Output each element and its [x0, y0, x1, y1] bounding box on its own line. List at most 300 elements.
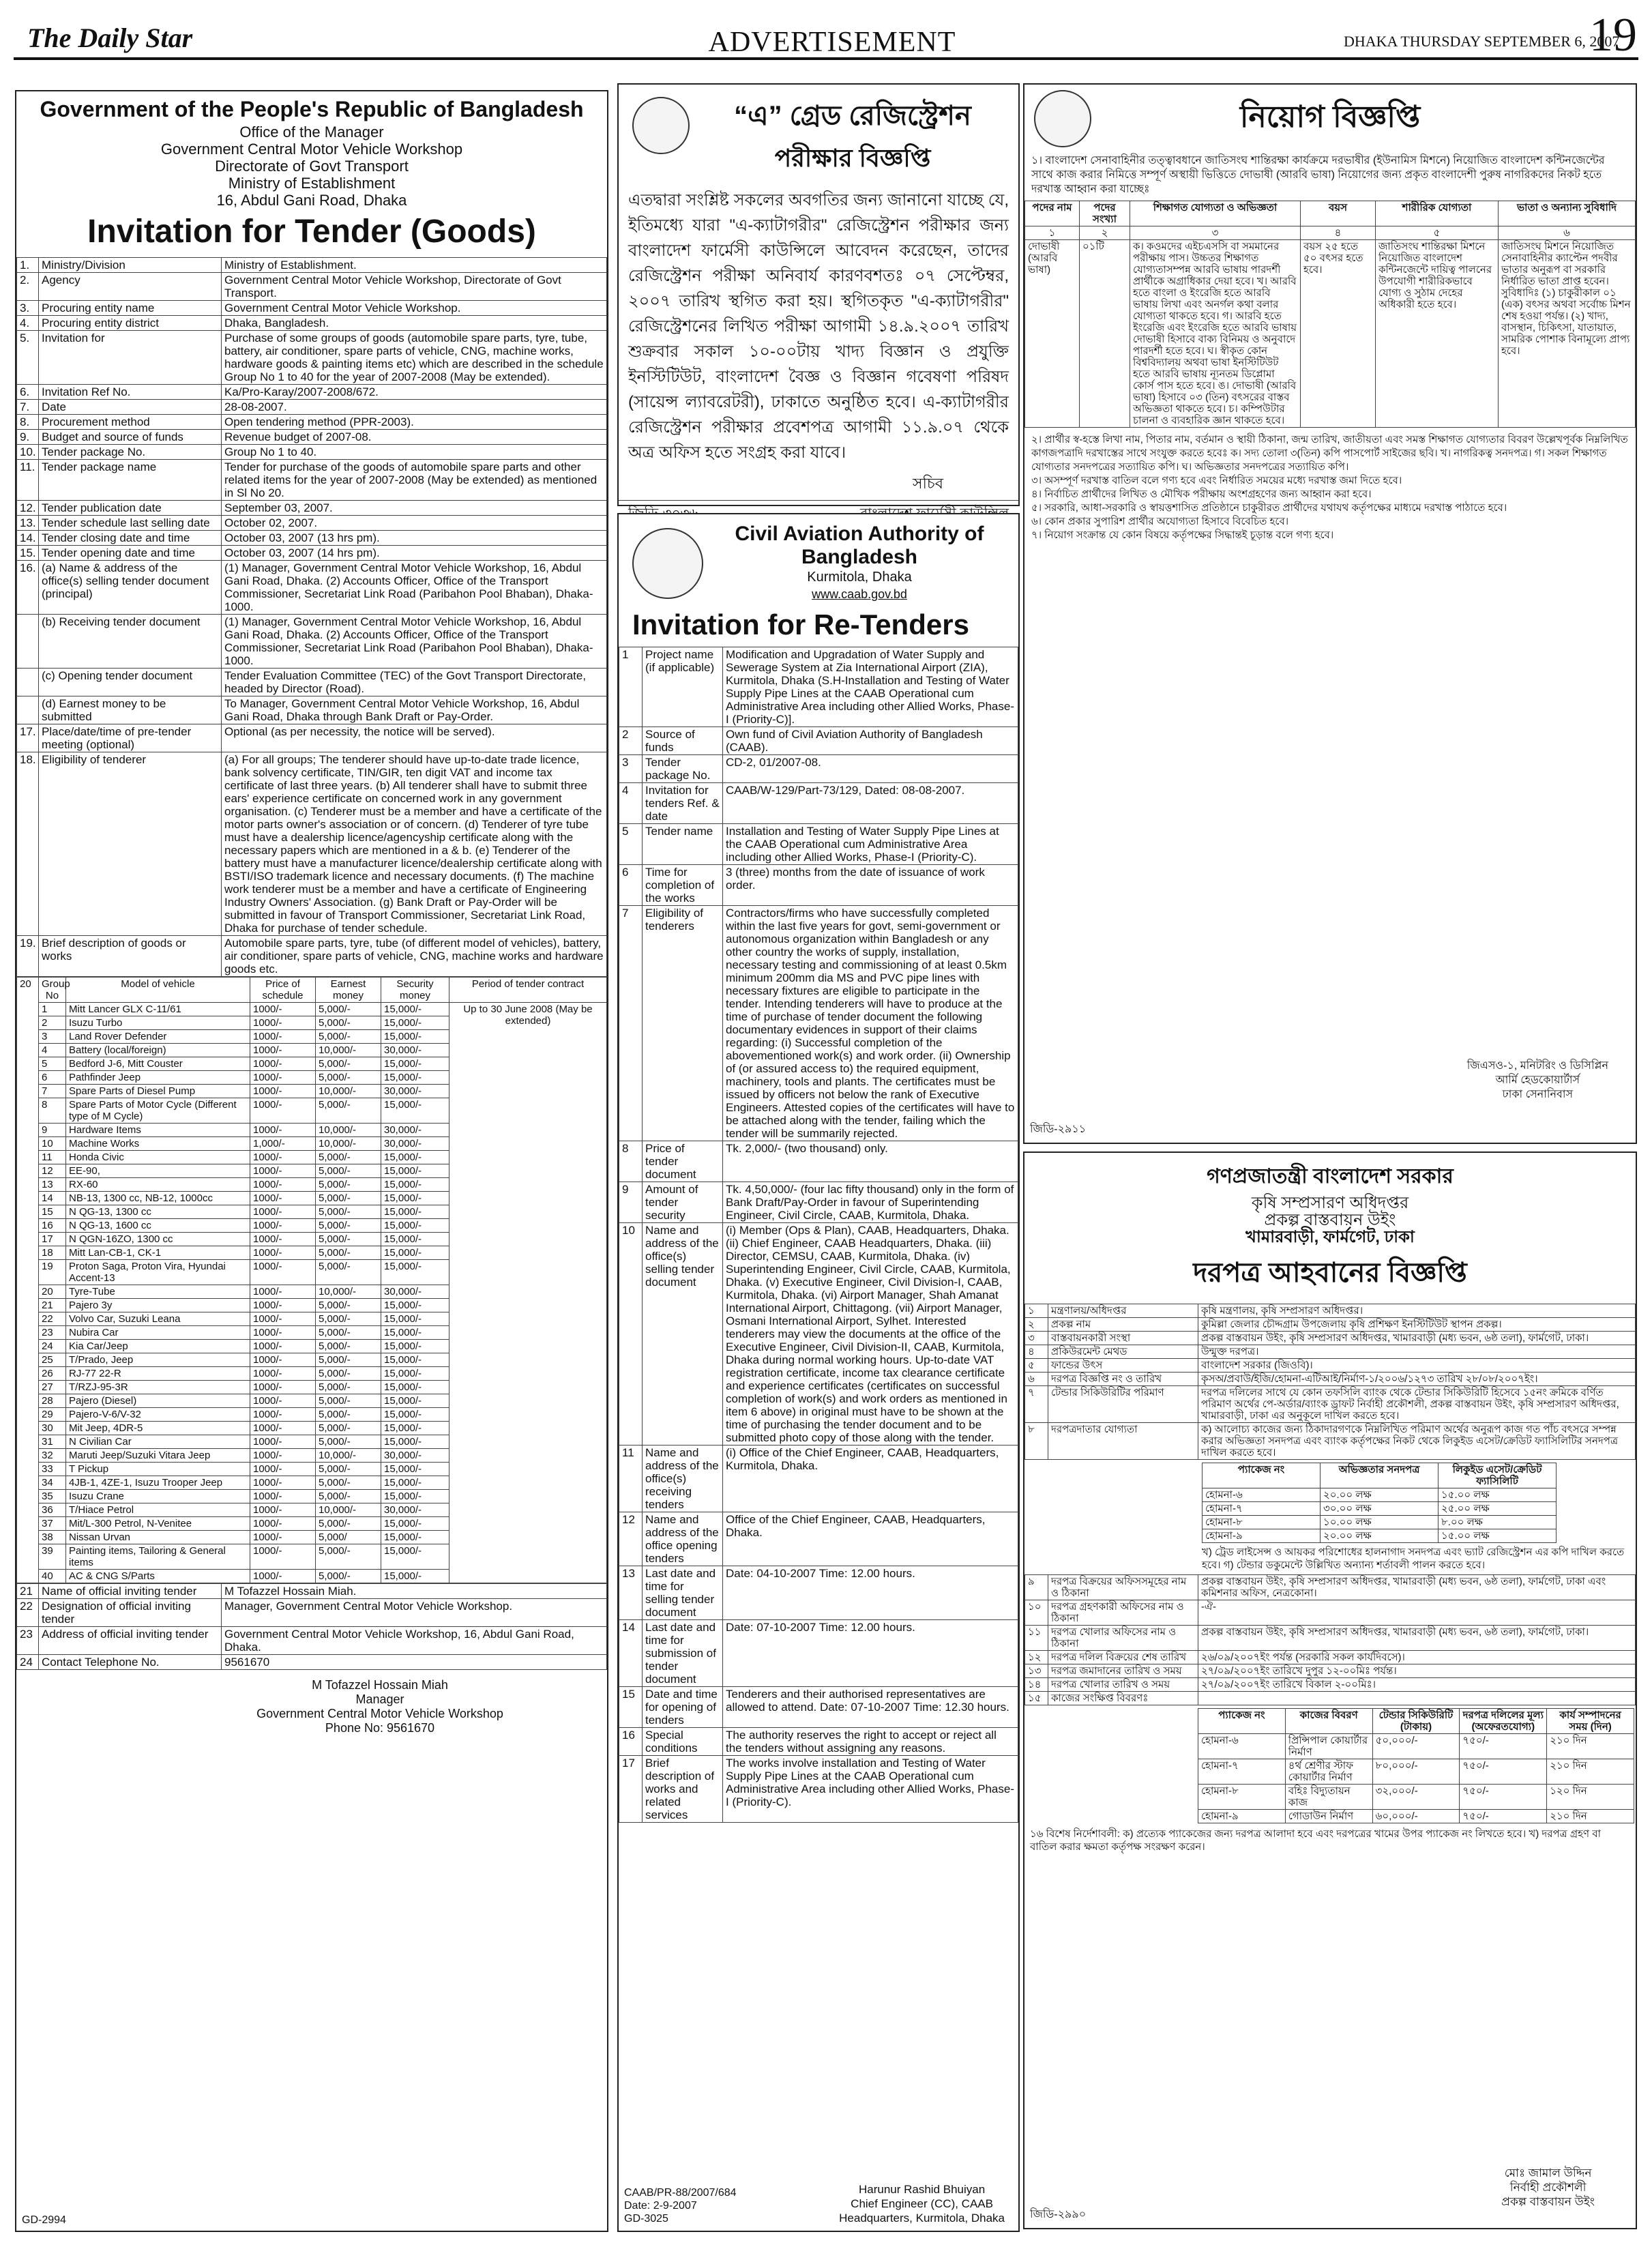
table-cell: 5,000/-: [316, 1435, 381, 1449]
table-cell: 30,000/-: [381, 1044, 449, 1057]
row-label: দরপত্র বিক্রয়ের অফিসসমূহের নাম ও ঠিকানা: [1048, 1575, 1198, 1600]
table-row: [619, 647, 1018, 727]
row-number: 8: [619, 1141, 643, 1182]
table-cell: 1000/-: [250, 1340, 316, 1353]
row-number: 12: [619, 1512, 643, 1566]
row-number: 17: [619, 1756, 643, 1823]
row-number: 14: [619, 1620, 643, 1687]
caab-website[interactable]: www.caab.gov.bd: [812, 587, 907, 601]
row-value: কুমিল্লা জেলার চৌদ্দগ্রাম উপজেলায় কৃষি প্রশিক্ষণ ইনস্টিটিউট স্থাপন প্রকল্প।: [1198, 1318, 1636, 1332]
table-row: [17, 1003, 607, 1016]
row-value: Tk. 4,50,000/- (four lac fifty thousand) only in the form of Bank Draft/Pay-Order in favour of Superintending Engineer, Civil Circle, CAAB, Kurmitola, Dhaka.: [723, 1182, 1018, 1223]
row-label: Date: [39, 400, 222, 415]
row-number: 19.: [17, 936, 39, 977]
table-cell: 5,000/-: [316, 1381, 381, 1394]
row-value: 28-08-2007.: [222, 400, 607, 415]
row-label: Designation of official inviting tender: [39, 1599, 222, 1627]
table-cell: 1000/-: [250, 1205, 316, 1219]
table-cell: 13: [39, 1178, 66, 1192]
table-cell: 3: [39, 1030, 66, 1044]
row-number: 18.: [17, 752, 39, 936]
gd-code: GD-2994: [22, 2214, 66, 2226]
header-cell: পদের সংখ্যা: [1080, 201, 1130, 226]
table-cell: ০১টি: [1080, 240, 1130, 428]
row-number: 22: [17, 1599, 39, 1627]
row-value: উন্মুক্ত দরপত্র।: [1198, 1345, 1636, 1359]
recruitment-notes: [1024, 428, 1636, 548]
table-cell: 22: [39, 1312, 66, 1326]
row-label: (a) Name & address of the office(s) selling tender document (principal): [39, 561, 222, 615]
recruitment-intro: ১। বাংলাদেশ সেনাবাহিনীর তত্ত্বাবধানে জাতিসংঘ শান্তিরক্ষা কার্যক্রমে দরভাষীর (ইউনামিস মিশনে) নিয়োজিত বাংলাদেশ কন্টিনজেন্টের সাথে কাজ করার নিমিত্তে সম্পূর্ণ অস্থায়ী ভিত্তিতে দোভাষী (আরবি ভাষা) নিয়োগের জন্য প্রকৃত বাংলাদেশী পুরুষ নাগরিকদের নিকট হতে দরখাস্ত আহ্বান করা যাচ্ছেঃ: [1031, 155, 1605, 195]
table-cell: Painting items, Tailoring & General items: [66, 1544, 250, 1570]
row-label: দরপত্র গ্রহণকারী অফিসের নাম ও ঠিকানা: [1048, 1600, 1198, 1626]
row-label: Tender name: [643, 824, 723, 865]
table-cell: 15,000/-: [381, 1381, 449, 1394]
table-cell: Nissan Urvan: [66, 1531, 250, 1544]
row-value: (1) Manager, Government Central Motor Vehicle Workshop, 16, Abdul Gani Road, Dhaka. (2) Accounts Officer, Office of the Transport Commissioner, Secretariat Link Road (Paribahon Pool Bhaban), Dhaka-1000.: [222, 615, 607, 669]
table-row: [1198, 1734, 1634, 1759]
table-cell: 6: [39, 1071, 66, 1085]
table-cell: বহিঃ বিদ্যুতায়ন কাজ: [1285, 1785, 1372, 1810]
table-cell: Honda Civic: [66, 1151, 250, 1164]
row-number: 14.: [17, 531, 39, 546]
row-value: Tender for purchase of the goods of automobile spare parts and other related items for the year of 2007-2008 (May be extended) as mentioned in Sl No 20.: [222, 460, 607, 501]
row-value: Ka/Pro-Karay/2007-2008/672.: [222, 385, 607, 400]
table-row: [1025, 1692, 1636, 1705]
dae-info-table-2: [1024, 1574, 1636, 1705]
table-cell: 32: [39, 1449, 66, 1463]
table-cell: 15,000/-: [381, 1164, 449, 1178]
table-cell: 1000/-: [250, 1544, 316, 1570]
row-value: Tender Evaluation Committee (TEC) of the Govt Transport Directorate, headed by Director (Road).: [222, 669, 607, 696]
table-row: [17, 669, 607, 696]
row-label: Procuring entity name: [39, 301, 222, 316]
row-value: কৃসঅ/প্রবাউ/ইজি/হোমনা-এটিআই/নির্মাণ-১/২০০৬/১২৭৩ তারিখ ২৮/০৮/২০০৭ইং।: [1198, 1373, 1636, 1386]
table-cell: N QG-13, 1300 cc: [66, 1205, 250, 1219]
text-line: Manager: [355, 1692, 404, 1706]
row-label: (b) Receiving tender document: [39, 615, 222, 669]
table-row: [17, 501, 607, 516]
table-cell: ১৫.০০ লক্ষ: [1439, 1488, 1557, 1502]
table-cell: 16: [39, 1219, 66, 1233]
row-number: 12.: [17, 501, 39, 516]
table-cell: Land Rover Defender: [66, 1030, 250, 1044]
table-row: [17, 430, 607, 445]
table-cell: ৩২,০০০/-: [1372, 1785, 1460, 1810]
table-row: [17, 331, 607, 385]
row-number: 20: [17, 978, 39, 1583]
table-cell: হোমনা-৯: [1198, 1810, 1286, 1823]
row-number: 15: [619, 1687, 643, 1728]
table-cell: 5,000/-: [316, 1057, 381, 1071]
row-value: বাংলাদেশ সরকার (জিওবি)।: [1198, 1359, 1636, 1373]
table-cell: 1000/-: [250, 1098, 316, 1124]
table-row: [1025, 1651, 1636, 1664]
table-row: [1025, 1318, 1636, 1332]
table-cell: 31: [39, 1435, 66, 1449]
table-row: [17, 724, 607, 752]
row-label: Amount of tender security: [643, 1182, 723, 1223]
table-cell: 30,000/-: [381, 1085, 449, 1098]
row-value: প্রকল্প বাস্তবায়ন উইং, কৃষি সম্প্রসারণ অধিদপ্তর, খামারবাড়ী (মধ্য ভবন, ৬ষ্ঠ তলা), ফার্মগেট, ঢাকা।: [1198, 1626, 1636, 1651]
table-cell: হোমনা-৬: [1198, 1734, 1286, 1759]
row-number: ৫: [1025, 1359, 1048, 1373]
row-label: Address of official inviting tender: [39, 1627, 222, 1655]
table-cell: 10: [39, 1137, 66, 1151]
table-cell: হোমনা-৭: [1198, 1759, 1286, 1785]
table-cell: ৭৫০/-: [1460, 1810, 1547, 1823]
row-number: ১৩: [1025, 1664, 1048, 1678]
table-cell: ১২০ দিন: [1547, 1785, 1634, 1810]
table-cell: RJ-77 22-R: [66, 1367, 250, 1381]
row-number: [17, 696, 39, 724]
table-row: [17, 301, 607, 316]
masthead: [14, 9, 1638, 61]
text-line: জিএসও-১, মনিটরিং ও ডিসিপ্লিন: [1466, 1060, 1608, 1072]
row-label: Tender closing date and time: [39, 531, 222, 546]
table-cell: 10,000/-: [316, 1449, 381, 1463]
table-cell: 10,000/-: [316, 1137, 381, 1151]
table-cell: 30: [39, 1422, 66, 1435]
row-value: Revenue budget of 2007-08.: [222, 430, 607, 445]
table-cell: ক। কওমদের এইচএসসি বা সমমানের পরীক্ষায় পাস। উচ্চতর শিক্ষাগত যোগ্যতাসম্পন্ন আরবি ভাষায় পারদর্শী প্রার্থীকে অগ্রাধিকার দেয়া হবে। খ। আরবি হতে বাংলা ও ইংরেজি হতে আরবি ভাষায় লিখা এবং অনর্গল কথা বলার যোগ্যতা থাকতে হবে। গ। আরবি হতে ইংরেজি এবং ইংরেজি হতে আরবি ভাষায় দোভাষী হিসাবে বাক্য বিনিময় ও অনুবাদে পারদর্শী হতে হবে। ঘ। স্বীকৃত কোন বিশ্ববিদ্যালয় অথবা ভাষা ইনস্টিটিউট হতে আরবি ভাষায় ন্যূনতম ডিপ্লোমা কোর্স পাস হতে হবে। ঙ। দোভাষী (আরবি ভাষা) হিসাবে ০৩ (তিন) বৎসরের বাস্তব অভিজ্ঞতা থাকতে হবে। চ। কম্পিউটার চালনা ও ব্যবহারিক জ্ঞান থাকতে হবে।: [1130, 240, 1301, 428]
signature-block: [1501, 2166, 1595, 2209]
column-number: ৪: [1301, 226, 1376, 240]
header-cell: প্যাকেজ নং: [1203, 1463, 1321, 1488]
table-cell: 1000/-: [250, 1435, 316, 1449]
row-number: 9: [619, 1182, 643, 1223]
table-cell: 1000/-: [250, 1463, 316, 1476]
table-cell: 37: [39, 1517, 66, 1531]
table-cell: AC & CNG S/Parts: [66, 1570, 250, 1583]
header-cell: Price of schedule: [250, 978, 316, 1003]
row-label: Last date and time for selling tender document: [643, 1566, 723, 1620]
row-value: Manager, Government Central Motor Vehicle Workshop.: [222, 1599, 607, 1627]
special-instructions: ১৬ বিশেষ নির্দেশাবলী: ক) প্রত্যেক প্যাকেজের জন্য দরপত্র আলাদা হবে এবং দরপত্রের খামের উপর প্যাকেজ নং লিখতে হবে। খ) দরপত্র গ্রহণ বা বাতিল করার ক্ষমতা কর্তৃপক্ষ সংরক্ষণ করেন।: [1030, 1828, 1601, 1853]
row-value: Government Central Motor Vehicle Workshop, 16, Abdul Gani Road, Dhaka.: [222, 1627, 607, 1655]
table-cell: 5,000/-: [316, 1367, 381, 1381]
table-cell: 15,000/-: [381, 1098, 449, 1124]
retender-title: Invitation for Re-Tenders: [632, 608, 969, 641]
table-row: [17, 752, 607, 936]
text-line: Office of the Manager: [239, 123, 384, 141]
row-number: 5: [619, 824, 643, 865]
row-value: Contractors/firms who have successfully completed within the last five years for govt, semi-government or autonomous organization within Bangladesh or any other country the works of supply, installation, necessary testing and commissioning of at least 0.5km minimum 200mm dia MS and PVC pipe lines with necessary fixtures are eligible to participate in the tender. Intending tenderers will have to produce at the time of purchase of tender document the following documentary evidences in support of their claims regarding: (i) Successful completion of the abovementioned work(s) and work order. (ii) Ownership of (or assured access to) the required equipment, machinery, tools and plants. The certificates must be issued by officers not below the rank of Executive Engineers. Attested copies of the certificates will have to be attached along with the tender, failing which the tender will be summarily rejected.: [723, 906, 1018, 1141]
row-number: 5.: [17, 331, 39, 385]
row-label: দরপত্র বিজ্ঞপ্তি নং ও তারিখ: [1048, 1373, 1198, 1386]
goods-tender-ad: [15, 90, 608, 2232]
row-value: [1198, 1692, 1636, 1705]
table-cell: ৭৫০/-: [1460, 1759, 1547, 1785]
table-cell: Pathfinder Jeep: [66, 1071, 250, 1085]
table-cell: 5,000/-: [316, 1219, 381, 1233]
table-cell: 1000/-: [250, 1219, 316, 1233]
caab-date: Date: 2-9-2007: [624, 2200, 697, 2212]
table-cell: 5,000/-: [316, 1260, 381, 1285]
table-cell: 1000/-: [250, 1381, 316, 1394]
wing-name: প্রকল্প বাস্তবায়ন উইং: [1264, 1211, 1396, 1229]
row-label: Tender schedule last selling date: [39, 516, 222, 531]
table-cell: 25: [39, 1353, 66, 1367]
gd-code: জিডি-২৯৯০: [1030, 2209, 1087, 2220]
table-cell: Hardware Items: [66, 1124, 250, 1137]
row-number: 1: [619, 647, 643, 727]
row-number: 16: [619, 1728, 643, 1756]
row-number: ১২: [1025, 1651, 1048, 1664]
dept-address: খামারবাড়ী, ফার্মগেট, ঢাকা: [1245, 1228, 1415, 1246]
header-row: [17, 978, 607, 1003]
table-cell: বয়স ২৫ হতে ৫০ বৎসর হতে হবে।: [1301, 240, 1376, 428]
table-cell: 1000/-: [250, 1476, 316, 1490]
row-value: ২৭/০৯/২০০৭ইং তারিখে দুপুর ১২-০০মিঃ পর্যন্ত।: [1198, 1664, 1636, 1678]
table-cell: 1000/-: [250, 1192, 316, 1205]
row-number: 8.: [17, 415, 39, 430]
table-cell: Spare Parts of Diesel Pump: [66, 1085, 250, 1098]
table-cell: Mit/L-300 Petrol, N-Venitee: [66, 1517, 250, 1531]
table-cell: Bedford J-6, Mitt Couster: [66, 1057, 250, 1071]
row-value: 9561670: [222, 1655, 607, 1670]
caab-place: Kurmitola, Dhaka: [807, 570, 912, 585]
table-cell: 1000/-: [250, 1260, 316, 1285]
row-number: 11.: [17, 460, 39, 501]
table-row: [17, 1655, 607, 1670]
table-cell: 30,000/-: [381, 1449, 449, 1463]
row-value: Tk. 2,000/- (two thousand) only.: [723, 1141, 1018, 1182]
table-cell: 15,000/-: [381, 1570, 449, 1583]
army-emblem: [1034, 90, 1091, 147]
row-number: 7: [619, 906, 643, 1141]
table-row: [1025, 1575, 1636, 1600]
table-cell: 1000/-: [250, 1353, 316, 1367]
table-cell: Mitt Lan-CB-1, CK-1: [66, 1246, 250, 1260]
table-cell: 15,000/-: [381, 1003, 449, 1016]
table-row: [17, 516, 607, 531]
table-row: [17, 696, 607, 724]
row-label: দরপত্র জমাদানের তারিখ ও সময়: [1048, 1664, 1198, 1678]
table-cell: 10,000/-: [316, 1085, 381, 1098]
table-cell: T/Prado, Jeep: [66, 1353, 250, 1367]
row-label: Last date and time for submission of tender document: [643, 1620, 723, 1687]
row-label: Tender opening date and time: [39, 546, 222, 561]
table-cell: ১০.০০ লক্ষ: [1321, 1516, 1439, 1529]
table-cell: 15,000/-: [381, 1517, 449, 1531]
row-number: ১০: [1025, 1600, 1048, 1626]
table-row: [17, 561, 607, 615]
table-cell: 5,000/-: [316, 1422, 381, 1435]
table-cell: 1000/-: [250, 1503, 316, 1517]
table-cell: 30,000/-: [381, 1285, 449, 1299]
table-cell: 5,000/-: [316, 1233, 381, 1246]
table-row: [17, 615, 607, 669]
table-cell: 19: [39, 1260, 66, 1285]
table-row: [17, 936, 607, 977]
row-value: Own fund of Civil Aviation Authority of Bangladesh (CAAB).: [723, 727, 1018, 755]
table-cell: 11: [39, 1151, 66, 1164]
text-line: ঢাকা সেনানিবাস: [1502, 1089, 1574, 1100]
table-row: [1203, 1502, 1557, 1516]
table-row: [1025, 1600, 1636, 1626]
table-row: [1203, 1529, 1557, 1543]
row-value: Office of the Chief Engineer, CAAB, Headquarters, Dhaka.: [723, 1512, 1018, 1566]
table-cell: 10,000/-: [316, 1124, 381, 1137]
table-row: [1025, 1345, 1636, 1359]
table-row: [1025, 1678, 1636, 1692]
text-line: ৫। সরকারি, আধা-সরকারি ও স্বায়ত্তশাসিত প্রতিষ্ঠানে চাকুরীরত প্রার্থীদের যথাযথ কর্তৃপক্ষের মাধ্যমে দরখাস্ত পাঠাতে হবে।: [1031, 502, 1507, 514]
row-label: দরপত্রদাতার যোগ্যতা: [1048, 1423, 1198, 1460]
table-row: [1198, 1810, 1634, 1823]
table-cell: ২৫.০০ লক্ষ: [1439, 1502, 1557, 1516]
row-label: Name and address of the office opening tenders: [643, 1512, 723, 1566]
row-label: Budget and source of funds: [39, 430, 222, 445]
row-value: প্রকল্প বাস্তবায়ন উইং, কৃষি সম্প্রসারণ অধিদপ্তর, খামারবাড়ী (মধ্য ভবন, ৬ষ্ঠ তলা), ফার্মগেট, ঢাকা এবং কমিশনার অফিস, নেত্রকোনা।: [1198, 1575, 1636, 1600]
row-value: Government Central Motor Vehicle Workshop, Directorate of Govt Transport.: [222, 273, 607, 301]
dae-info-table: [1024, 1304, 1636, 1460]
table-cell: 15,000/-: [381, 1435, 449, 1449]
table-cell: Battery (local/foreign): [66, 1044, 250, 1057]
row-label: (d) Earnest money to be submitted: [39, 696, 222, 724]
row-number: ৪: [1025, 1345, 1048, 1359]
header-cell: বয়স: [1301, 201, 1376, 226]
govt-heading: গণপ্রজাতন্ত্রী বাংলাদেশ সরকার: [1207, 1165, 1454, 1188]
row-number: ৭: [1025, 1386, 1048, 1423]
row-value: October 03, 2007 (13 hrs pm).: [222, 531, 607, 546]
table-cell: 5,000/: [316, 1531, 381, 1544]
row-number: 2: [619, 727, 643, 755]
text-line: ৬। কোন প্রকার সুপারিশ প্রার্থীর অযোগ্যতা হিসাবে বিবেচিত হবে।: [1031, 516, 1289, 527]
table-cell: 1000/-: [250, 1312, 316, 1326]
row-value: ২৬/০৯/২০০৭ইং পর্যন্ত (সরকারি সকল কার্যদিবসে)।: [1198, 1651, 1636, 1664]
table-cell: 5,000/-: [316, 1098, 381, 1124]
post-table: [1024, 201, 1636, 428]
table-cell: 33: [39, 1463, 66, 1476]
text-line: নির্বাহী প্রকৌশলী: [1509, 2181, 1587, 2194]
table-row: [17, 400, 607, 415]
row-value: Open tendering method (PPR-2003).: [222, 415, 607, 430]
row-number: [17, 669, 39, 696]
table-cell: হোমনা-৮: [1198, 1785, 1286, 1810]
caab-emblem: [632, 528, 703, 599]
row-label: দরপত্র দলিল বিক্রয়ের শেষ তারিখ: [1048, 1651, 1198, 1664]
table-row: [1025, 1423, 1636, 1460]
column-number: ৫: [1376, 226, 1499, 240]
row-number: 11: [619, 1445, 643, 1512]
table-cell: 1000/-: [250, 1246, 316, 1260]
row-label: Name and address of the office(s) selling tender document: [643, 1223, 723, 1445]
row-number: 23: [17, 1627, 39, 1655]
row-number: 24: [17, 1655, 39, 1670]
table-cell: 5,000/-: [316, 1151, 381, 1164]
text-line: প্রকল্প বাস্তবায়ন উইং: [1501, 2195, 1595, 2208]
table-row: [619, 1223, 1018, 1445]
table-cell: হোমনা-৭: [1203, 1502, 1321, 1516]
table-cell: গোডাউন নির্মাণ: [1285, 1810, 1372, 1823]
table-cell: Isuzu Turbo: [66, 1016, 250, 1030]
table-cell: 15,000/-: [381, 1030, 449, 1044]
table-cell: N Civilian Car: [66, 1435, 250, 1449]
row-label: Tender package No.: [39, 445, 222, 460]
table-cell: 5,000/-: [316, 1490, 381, 1503]
row-label: মন্ত্রণালয়/অধিদপ্তর: [1048, 1304, 1198, 1318]
table-row: [619, 783, 1018, 824]
table-cell: Machine Works: [66, 1137, 250, 1151]
row-label: Place/date/time of pre-tender meeting (optional): [39, 724, 222, 752]
table-cell: ১৫.০০ লক্ষ: [1439, 1529, 1557, 1543]
text-line: Government Central Motor Vehicle Workshop: [160, 141, 463, 158]
row-label: প্রকল্প নাম: [1048, 1318, 1198, 1332]
table-cell: ৭৫০/-: [1460, 1734, 1547, 1759]
row-number: 16.: [17, 561, 39, 615]
row-label: Eligibility of tenderer: [39, 752, 222, 936]
table-row: [619, 727, 1018, 755]
table-cell: T/Hiace Petrol: [66, 1503, 250, 1517]
table-cell: 5,000/-: [316, 1353, 381, 1367]
tender-title: Invitation for Tender (Goods): [87, 214, 536, 250]
table-cell: Tyre-Tube: [66, 1285, 250, 1299]
row-label: Brief description of works and related services: [643, 1756, 723, 1823]
column-number: ৬: [1499, 226, 1636, 240]
table-cell: ৮.০০ লক্ষ: [1439, 1516, 1557, 1529]
text-line: Directorate of Govt Transport: [215, 158, 409, 175]
header-cell: লিকুইড এসেট/ক্রেডিট ফ্যাসিলিটি: [1439, 1463, 1557, 1488]
text-line: ২। প্রার্থীর স্ব-হস্তে লিখা নাম, পিতার নাম, বর্তমান ও স্থায়ী ঠিকানা, জন্ম তারিখ, জাতীয়তা এবং সমস্ত শিক্ষাগত যোগ্যতার বিবরণ উল্লেখপূর্বক নিম্নলিখিত কাগজপত্রাদি দরখাস্তের সাথে সংযুক্ত করতে হবেঃ ক। সদ্য তোলা ৩(তিন) কপি পাসপোর্ট সাইজের ছবি। খ। নাগরিকত্ব সনদপত্র। গ। সকল শিক্ষাগত যোগ্যতার সনদপত্রের সত্যায়িত কপি। ঘ। অভিজ্ঞতার সনদপত্রের সত্যায়িত কপি।: [1031, 434, 1628, 473]
header-cell: শিক্ষাগত যোগ্যতা ও অভিজ্ঞতা: [1130, 201, 1301, 226]
row-number: 10: [619, 1223, 643, 1445]
table-cell: T/RZJ-95-3R: [66, 1381, 250, 1394]
table-cell: 15,000/-: [381, 1016, 449, 1030]
column-number: ১: [1025, 226, 1080, 240]
table-cell: 15,000/-: [381, 1192, 449, 1205]
header-cell: Period of tender contract: [449, 978, 607, 1003]
row-number: 21: [17, 1584, 39, 1599]
row-label: Time for completion of the works: [643, 865, 723, 906]
table-row: [1025, 1332, 1636, 1345]
table-cell: Isuzu Crane: [66, 1490, 250, 1503]
header-cell: Group No: [39, 978, 66, 1003]
page-number: 19: [1589, 9, 1637, 61]
table-cell: Mit Jeep, 4DR-5: [66, 1422, 250, 1435]
row-label: Tender package No.: [643, 755, 723, 783]
table-cell: 5,000/-: [316, 1517, 381, 1531]
table-cell: 1: [39, 1003, 66, 1016]
table-cell: 20: [39, 1285, 66, 1299]
text-line: Headquarters, Kurmitola, Dhaka: [839, 2212, 1005, 2225]
table-row: [1025, 1386, 1636, 1423]
row-value: To Manager, Government Central Motor Vehicle Workshop, 16, Abdul Gani Road, Dhaka through Bank Draft or Pay-Order.: [222, 696, 607, 724]
table-cell: 15: [39, 1205, 66, 1219]
table-cell: ৭৫০/-: [1460, 1785, 1547, 1810]
table-cell: Kia Car/Jeep: [66, 1340, 250, 1353]
table-cell: হোমনা-৮: [1203, 1516, 1321, 1529]
table-cell: 5,000/-: [316, 1544, 381, 1570]
caab-title: Civil Aviation Authority of Bangladesh: [735, 523, 984, 568]
row-value: October 02, 2007.: [222, 516, 607, 531]
table-cell: Volvo Car, Suzuki Leana: [66, 1312, 250, 1326]
table-cell: 1000/-: [250, 1151, 316, 1164]
row-value: দরপত্র দলিলের সাথে যে কোন তফসিলি ব্যাংক থেকে টেন্ডার সিকিউরিটি হিসেবে ১৫নং ক্রমিকে বর্ণিত পরিমাণ অর্থের পে-অর্ডার/ব্যাংক ড্রাফট নির্বাহী প্রকৌশলী, প্রকল্প বাস্তবায়ন উইং, কৃষি সম্প্রসারণ অধিদপ্তর, খামারবাড়ী, ঢাকা এর অনুকূলে দাখিল করতে হবে।: [1198, 1386, 1636, 1423]
table-row: [619, 906, 1018, 1141]
table-cell: 28: [39, 1394, 66, 1408]
gd-code: জিডি-২৯১১: [1030, 1124, 1087, 1135]
table-row: [619, 1512, 1018, 1566]
table-cell: ৪র্থ শ্রেণীর স্টাফ কোয়ার্টার নির্মাণ: [1285, 1759, 1372, 1785]
row-value: (a) For all groups; The tenderer should have up-to-date trade licence, bank solvency certificate, TIN/GIR, ten digit VAT and income tax certificate of last three years. (b) All tenderer shall have to submit three ears' experience certificate on concerned work in any government organisation. (c) Tenderer must be a member and have a certificate of the motor parts owner's association or of concern. (d) Tenderer of tyre tube must have a dealership licence/agencyship certificate along with the necessary papers which are mentioned in a & b. (e) Tenderer of the battery must have a manufacturer licence/dealership certificate along with BSTI/ISO trademark licence and necessary documents. (f) The machine work tenderer must be a member and have a certificate of Engineering Industry Owners' Association. (g) Bank Draft or Pay-Order will be submitted in favour of Transport Commissioner, Secretariat Link Road, Dhaka for purchase of tender schedule.: [222, 752, 607, 936]
table-cell: 15,000/-: [381, 1260, 449, 1285]
tender-title: দরপত্র আহবানের বিজ্ঞপ্তি: [1193, 1258, 1467, 1288]
row-number: 15.: [17, 546, 39, 561]
row-label: Invitation for tenders Ref. & date: [643, 783, 723, 824]
issue-date: DHAKA THURSDAY SEPTEMBER 6, 2007: [1344, 33, 1620, 50]
table-cell: 1000/-: [250, 1124, 316, 1137]
